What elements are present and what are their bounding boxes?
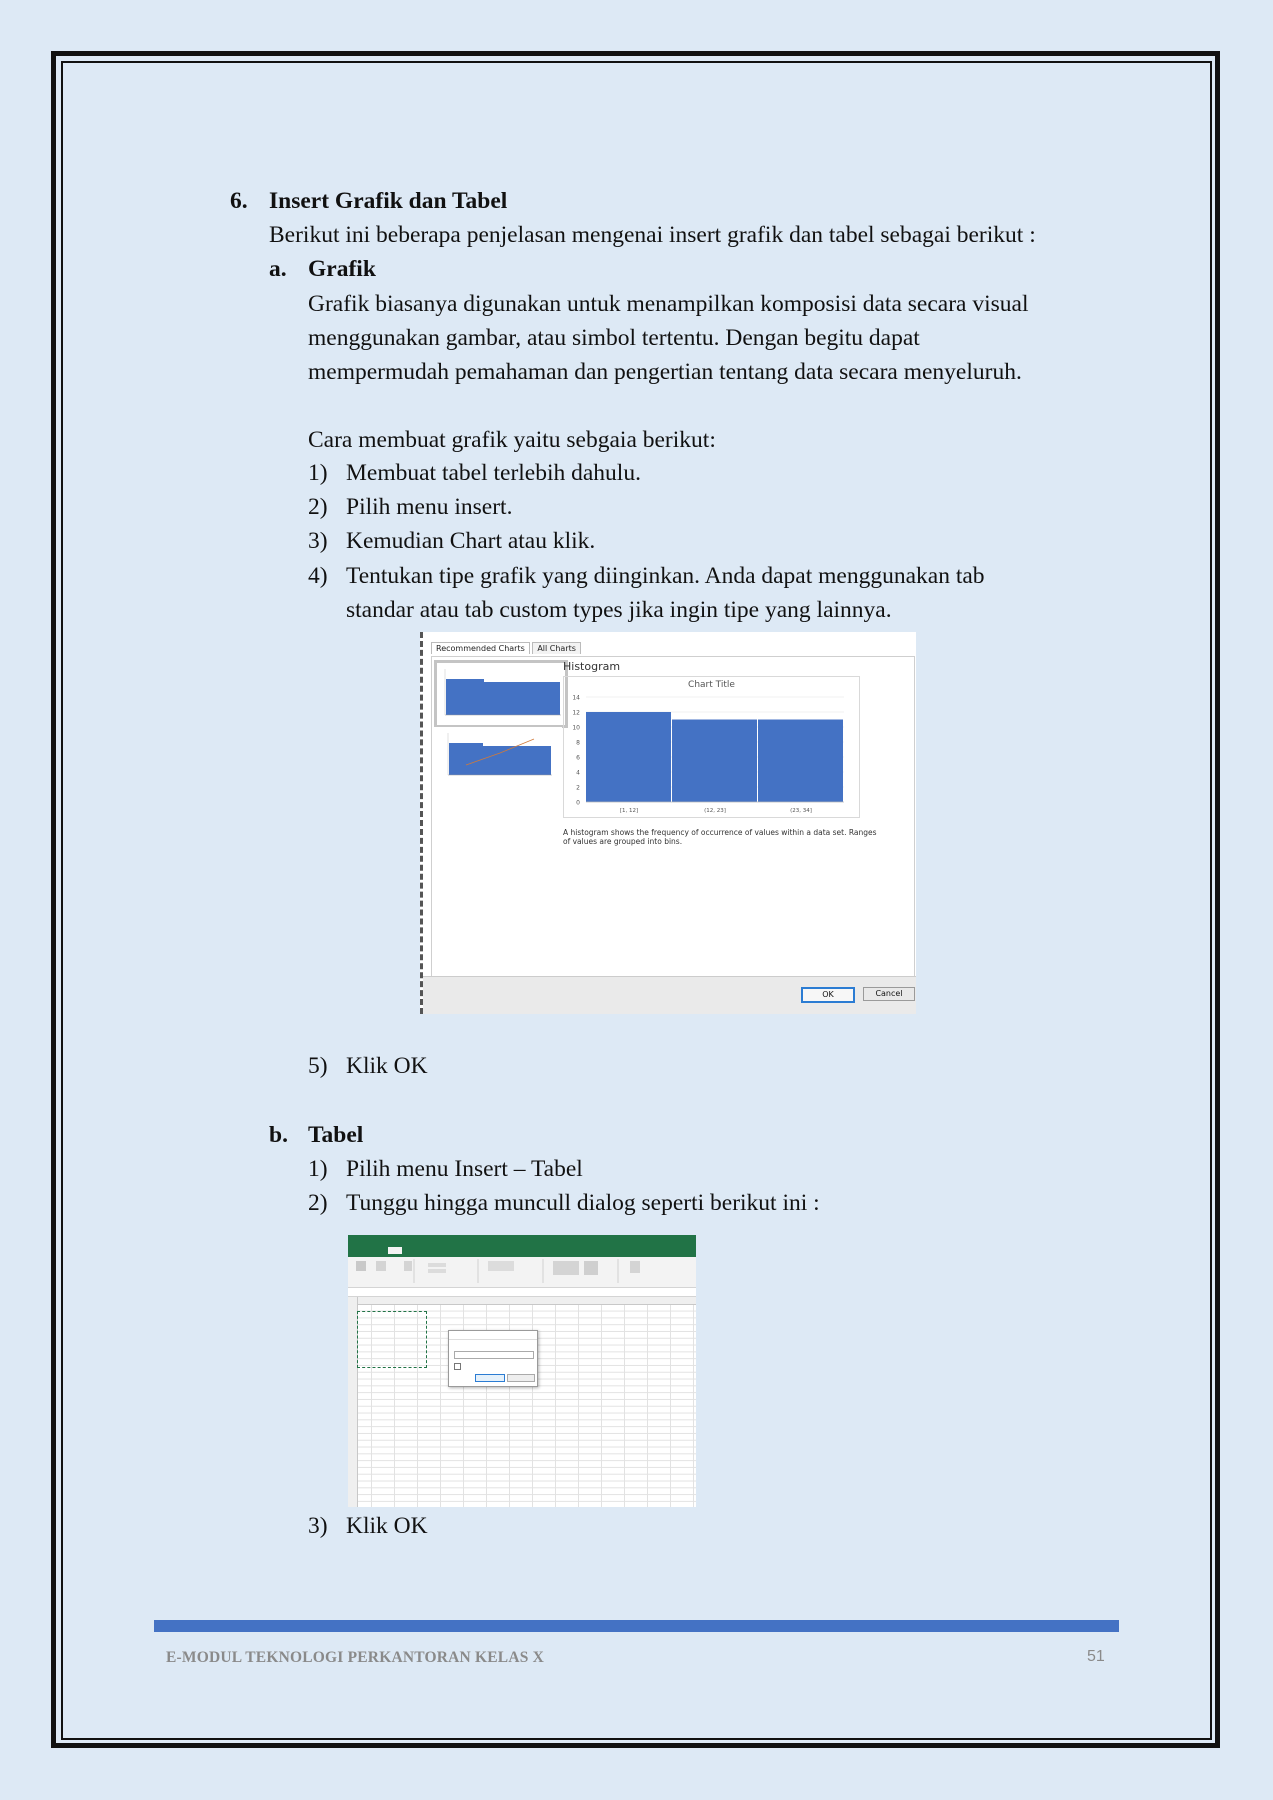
step-number: 2) bbox=[308, 494, 328, 520]
step-text: Tunggu hingga muncull dialog seperti berikut ini : bbox=[346, 1190, 820, 1216]
step-text: Klik OK bbox=[346, 1053, 428, 1079]
cancel-button[interactable]: Cancel bbox=[863, 987, 915, 1001]
step-text: Pilih menu insert. bbox=[346, 494, 513, 520]
histogram-bar bbox=[672, 720, 757, 803]
thumbnail-histogram-graphic bbox=[437, 663, 565, 725]
create-table-ok-button[interactable] bbox=[475, 1374, 505, 1382]
excel-tab-insert[interactable] bbox=[388, 1247, 402, 1254]
y-tick-label: 4 bbox=[576, 769, 580, 777]
thumbnail-pareto[interactable] bbox=[434, 727, 562, 789]
excel-ribbon bbox=[348, 1257, 696, 1288]
histogram-bar bbox=[586, 712, 671, 802]
excel-tab[interactable] bbox=[360, 1247, 374, 1254]
thumbnail-histogram[interactable] bbox=[434, 660, 568, 728]
tabel-title: Tabel bbox=[308, 1122, 364, 1148]
page-number: 51 bbox=[1087, 1648, 1105, 1665]
tab-all-charts[interactable]: All Charts bbox=[532, 642, 581, 654]
grafik-marker: a. bbox=[269, 256, 287, 282]
footer-module-title: E-MODUL TEKNOLOGI PERKANTORAN KELAS X bbox=[166, 1649, 545, 1666]
section-intro: Berikut ini beberapa penjelasan mengenai insert grafik dan tabel sebagai berikut : bbox=[269, 222, 1036, 248]
excel-formula-bar[interactable] bbox=[348, 1288, 696, 1297]
excel-tab[interactable] bbox=[461, 1247, 473, 1254]
step-number: 3) bbox=[308, 528, 328, 554]
excel-tab[interactable] bbox=[348, 1247, 360, 1254]
step-number: 1) bbox=[308, 1156, 328, 1182]
step-text: Kemudian Chart atau klik. bbox=[346, 528, 596, 554]
ribbon-icons bbox=[348, 1257, 696, 1287]
excel-ribbon-tabs bbox=[348, 1247, 696, 1257]
step-text-continued: standar atau tab custom types jika ingin tipe yang lainnya. bbox=[346, 597, 892, 623]
footer-bar bbox=[154, 1620, 1119, 1632]
histogram-bar bbox=[758, 720, 843, 803]
x-tick-label: (12, 23] bbox=[704, 808, 726, 814]
y-tick-label: 12 bbox=[572, 709, 580, 717]
create-table-cancel-button[interactable] bbox=[507, 1374, 535, 1382]
histogram-chart bbox=[564, 677, 859, 817]
chart-title: Chart Title bbox=[688, 680, 735, 690]
excel-tab[interactable] bbox=[402, 1247, 420, 1254]
thumbnail-pareto-graphic bbox=[434, 727, 562, 789]
selected-range bbox=[357, 1311, 427, 1368]
excel-create-table-screenshot bbox=[348, 1235, 696, 1507]
step-number: 4) bbox=[308, 563, 328, 589]
y-tick-label: 14 bbox=[572, 694, 580, 702]
grafik-paragraph-line: menggunakan gambar, atau simbol tertentu. Dengan begitu dapat bbox=[308, 325, 920, 351]
tabel-marker: b. bbox=[269, 1122, 288, 1148]
excel-column-headers bbox=[348, 1297, 696, 1305]
step-number: 1) bbox=[308, 460, 328, 486]
headers-checkbox[interactable] bbox=[454, 1363, 461, 1370]
range-input[interactable] bbox=[454, 1351, 534, 1359]
excel-title-bar bbox=[348, 1235, 696, 1247]
excel-tab[interactable] bbox=[420, 1247, 435, 1254]
section-title: Insert Grafik dan Tabel bbox=[269, 188, 508, 214]
grafik-paragraph-line: Grafik biasanya digunakan untuk menampilkan komposisi data secara visual bbox=[308, 291, 1029, 317]
chart-preview bbox=[563, 676, 860, 818]
step-number: 2) bbox=[308, 1190, 328, 1216]
step-number: 5) bbox=[308, 1053, 328, 1079]
y-tick-label: 0 bbox=[576, 799, 580, 807]
excel-tab[interactable] bbox=[374, 1247, 388, 1254]
insert-chart-screenshot bbox=[420, 632, 916, 1014]
y-tick-label: 8 bbox=[576, 739, 580, 747]
ok-button[interactable]: OK bbox=[801, 987, 855, 1003]
y-tick-label: 2 bbox=[576, 784, 580, 792]
chart-type-name: Histogram bbox=[563, 660, 621, 673]
step-text: Membuat tabel terlebih dahulu. bbox=[346, 460, 641, 486]
chart-dialog-tabs bbox=[431, 642, 581, 656]
grafik-steps-intro: Cara membuat grafik yaitu sebgaia berikut: bbox=[308, 427, 716, 453]
step-text: Tentukan tipe grafik yang diinginkan. Anda dapat menggunakan tab bbox=[346, 563, 985, 589]
x-tick-label: (23, 34] bbox=[790, 808, 812, 814]
y-tick-label: 10 bbox=[572, 724, 580, 732]
y-tick-label: 6 bbox=[576, 754, 580, 762]
create-table-dialog bbox=[448, 1330, 538, 1387]
x-tick-label: [1, 12] bbox=[619, 808, 639, 814]
excel-tab[interactable] bbox=[447, 1247, 461, 1254]
grafik-title: Grafik bbox=[308, 256, 376, 282]
section-number: 6. bbox=[230, 188, 248, 214]
dialog-title-bar bbox=[449, 1331, 537, 1340]
chart-dialog-footer bbox=[423, 976, 916, 1014]
excel-tab[interactable] bbox=[435, 1247, 447, 1254]
chart-description: A histogram shows the frequency of occurrence of values within a data set. Ranges of values are grouped into bins. bbox=[563, 828, 877, 846]
step-text: Pilih menu Insert – Tabel bbox=[346, 1156, 583, 1182]
grafik-paragraph-line: mempermudah pemahaman dan pengertian tentang data secara menyeluruh. bbox=[308, 359, 1022, 385]
step-number: 3) bbox=[308, 1513, 328, 1539]
tab-recommended-charts[interactable]: Recommended Charts bbox=[431, 642, 530, 654]
step-text: Klik OK bbox=[346, 1513, 428, 1539]
